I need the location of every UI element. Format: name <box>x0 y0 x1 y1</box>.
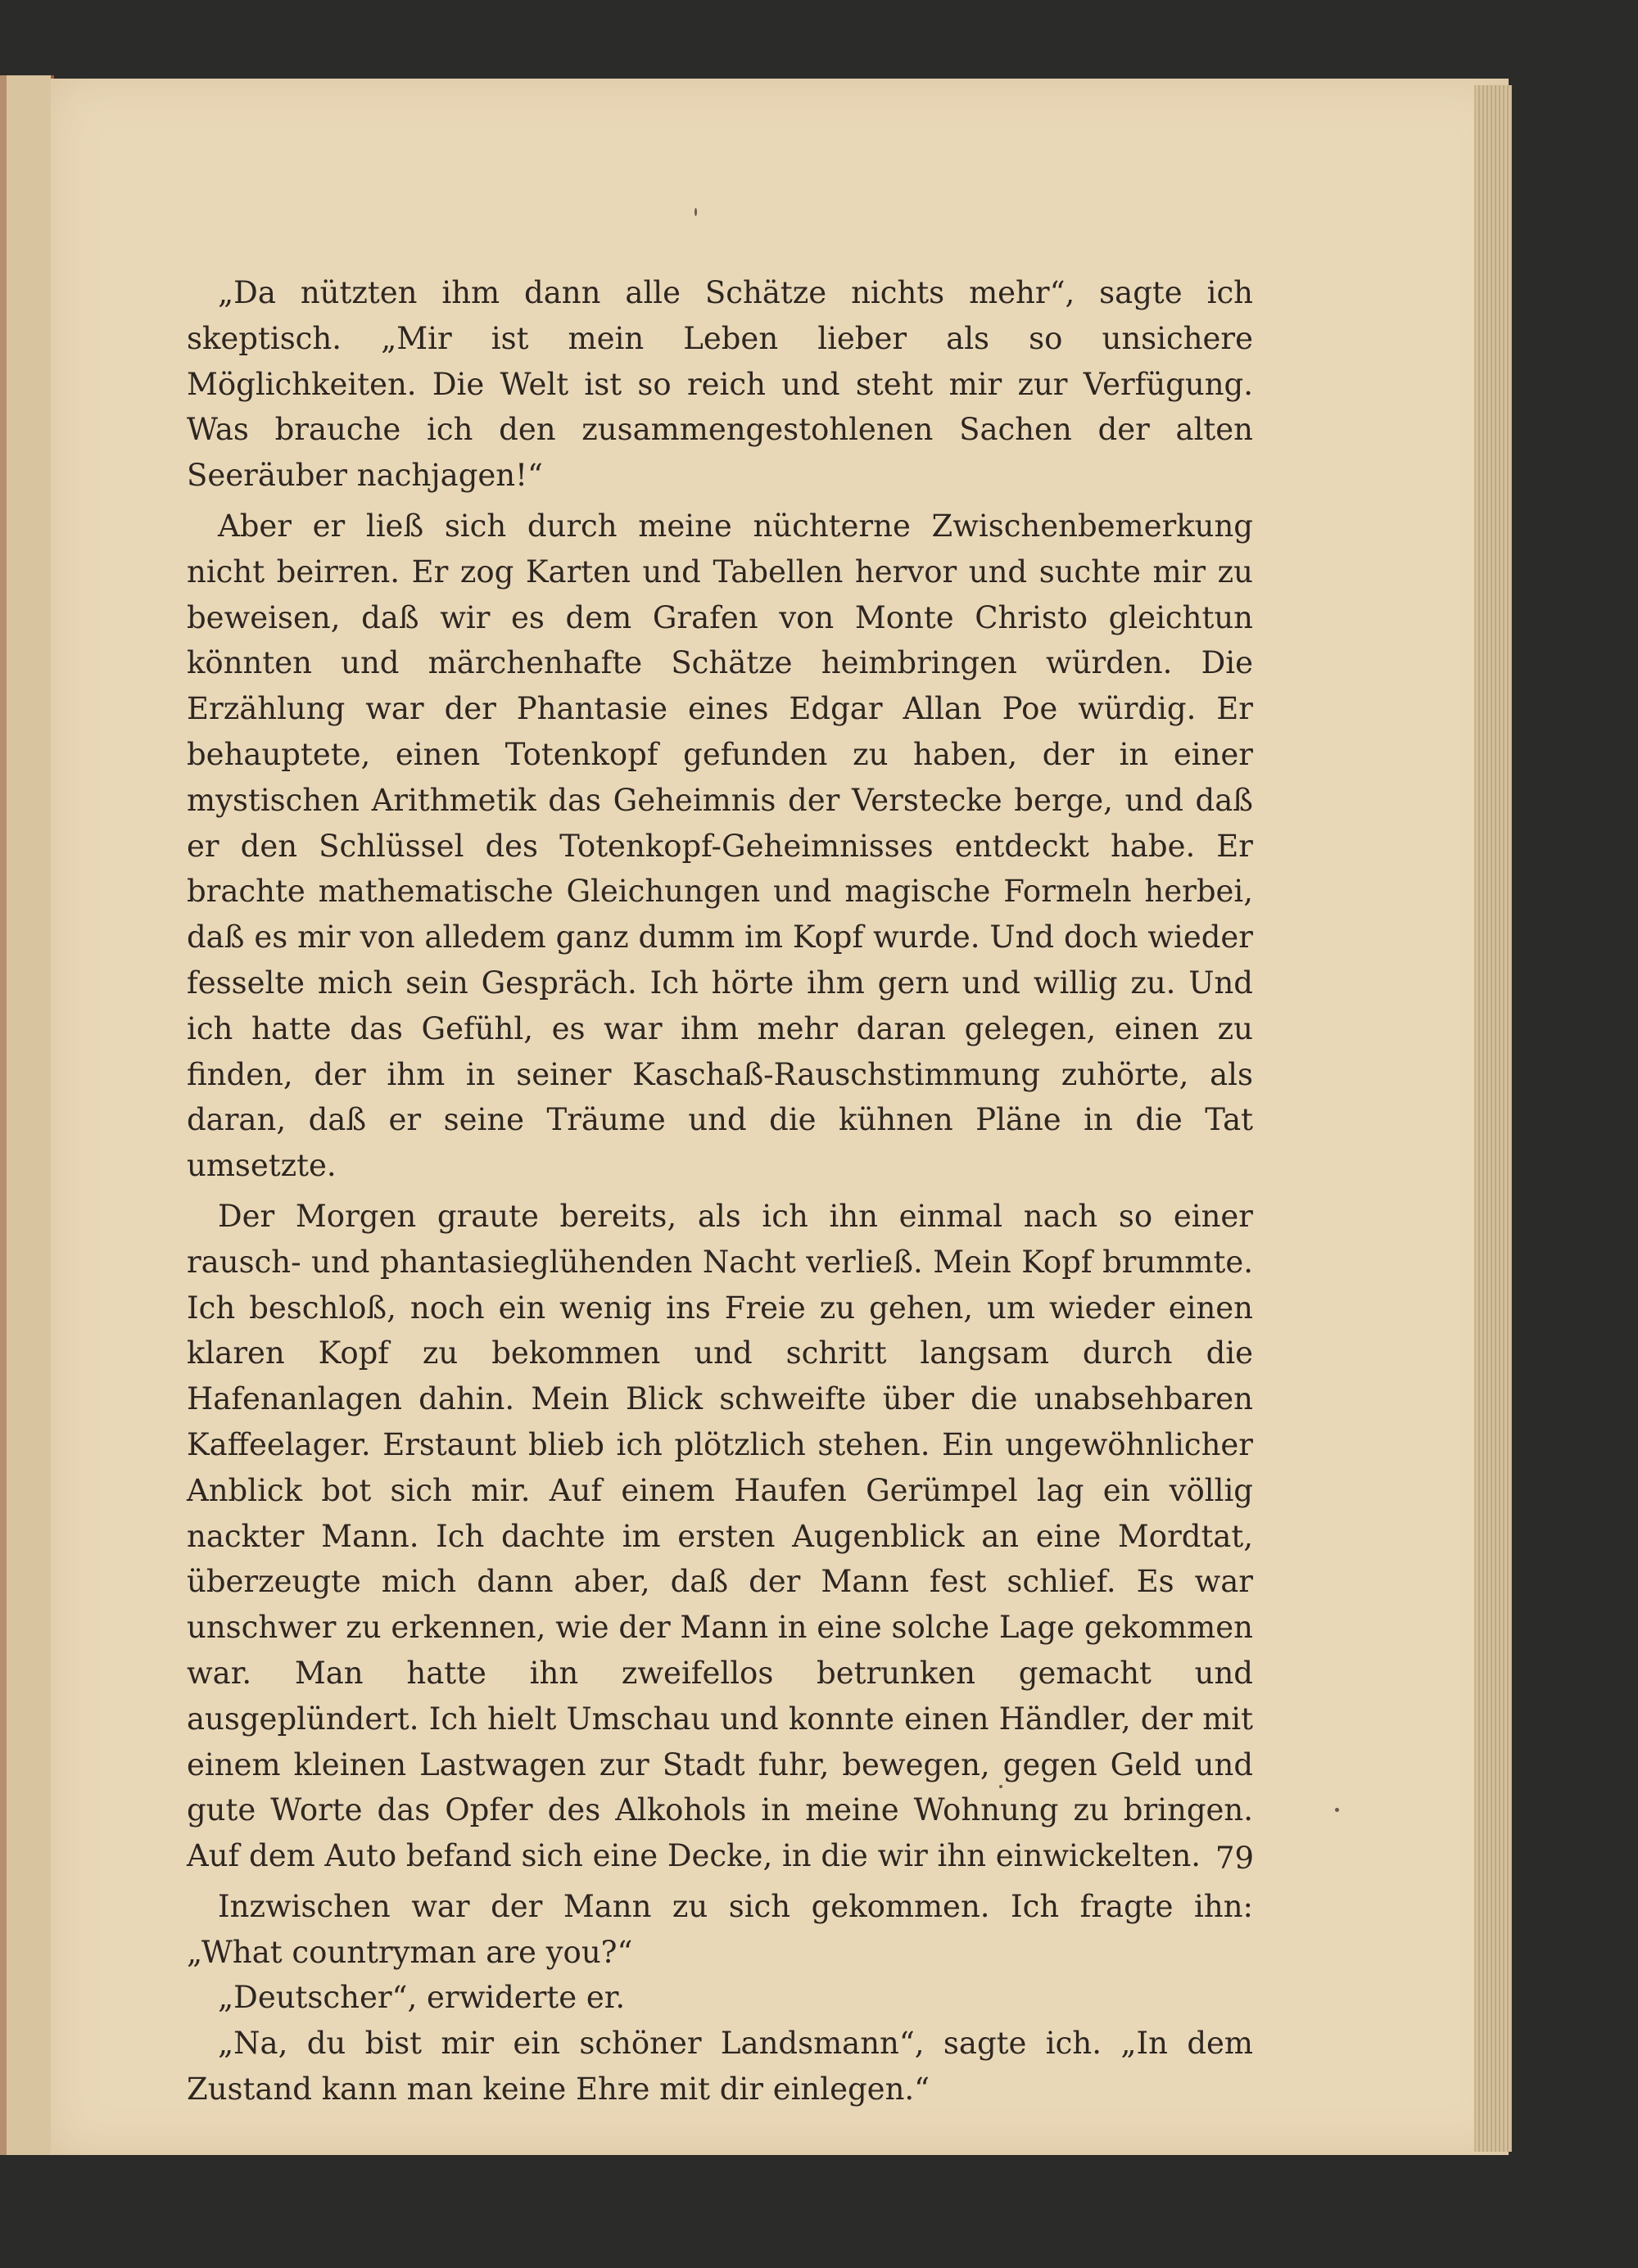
body-text <box>187 270 1253 2112</box>
paper-speck <box>695 208 697 216</box>
paragraph: „Na, du bist mir ein schöner Landsmann“, sagte ich. „In dem Zustand kann man keine Ehre mit dir einlegen.“ <box>187 2026 1253 2108</box>
paragraph: Aber er ließ sich durch meine nüchterne Zwischenbemerkung nicht beirren. Er zog Karten und Tabellen hervor und suchte mir zu beweisen, daß wir es dem Grafen von Monte Christo gleichtun könnten und märchenhafte Schätze heimbringen würden. Die Erzählung war der Phantasie eines Edgar Allan Poe würdig. Er behauptete, einen Totenkopf gefunden zu haben, der in einer mystischen Arithmetik das Geheimnis der Verstecke berge, und daß er den Schlüssel des Totenkopf-Geheimnisses entdeckt habe. Er brachte mathematische Gleichungen und magische Formeln herbei, daß es mir von alledem ganz dumm im Kopf wurde. Und doch wieder fesselte mich sein Gespräch. Ich hörte ihm gern und willig zu. Und ich hatte das Gefühl, es war ihm mehr daran gelegen, einen zu finden, der ihm in seiner Kaschaß-Rauschstimmung zuhörte, als daran, daß er seine Träume und die kühnen Pläne in die Tat umsetzte. <box>187 508 1253 1184</box>
paragraph: Inzwischen war der Mann zu sich gekommen. Ich fragte ihn: „What countryman are you?“ <box>187 1888 1253 1970</box>
book-cover-edge <box>0 75 7 2155</box>
paper-speck <box>1335 1808 1339 1812</box>
paragraph: „Deutscher“, erwiderte er. <box>218 1980 626 2016</box>
page-number: 79 <box>1215 1841 1255 1876</box>
paragraph: Der Morgen graute bereits, als ich ihn einmal nach so einer rausch- und phantasieglühenden Nacht verließ. Mein Kopf brummte. Ich beschloß, noch ein wenig ins Freie zu gehen, um wieder einen klaren Kopf zu bekommen und schritt langsam durch die Hafenanlagen dahin. Mein Blick schweifte über die unabsehbaren Kaffeelager. Erstaunt blieb ich plötzlich stehen. Ein ungewöhnlicher Anblick bot sich mir. Auf einem Haufen Gerümpel lag ein völlig nackter Mann. Ich dachte im ersten Augenblick an eine Mordtat, überzeugte mich dann aber, daß der Mann fest schlief. Es war unschwer zu erkennen, wie der Mann in eine solche Lage gekommen war. Man hatte ihn zweifellos betrunken gemacht und ausgeplündert. Ich hielt Umschau und konnte einen Händler, der mit einem kleinen Lastwagen zur Stadt fuhr, bewegen, gegen Geld und gute Worte das Opfer des Alkohols in meine Wohnung zu bringen. Auf dem Auto befand sich eine Decke, in die wir ihn einwickelten. <box>187 1198 1253 1874</box>
page-stack-edge <box>1474 85 1512 2152</box>
left-facing-page-edge <box>0 75 54 2155</box>
paragraph: „Da nützten ihm dann alle Schätze nichts mehr“, sagte ich skeptisch. „Mir ist mein Leben lieber als so unsichere Möglichkeiten. Die Welt ist so reich und steht mir zur Verfügung. Was brauche ich den zusammengestohlenen Sachen der alten Seeräuber nachjagen!“ <box>187 275 1253 494</box>
